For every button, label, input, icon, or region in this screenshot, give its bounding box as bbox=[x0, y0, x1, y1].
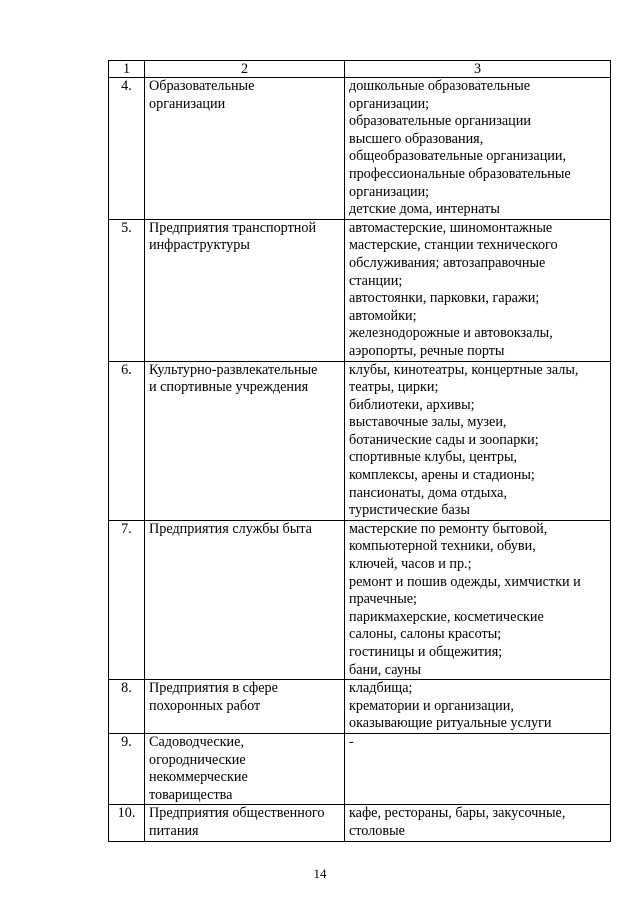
facility-line: библиотеки, архивы; bbox=[349, 396, 475, 413]
facilities-cell bbox=[345, 805, 611, 841]
facility-line: станции; bbox=[349, 272, 403, 289]
category-cell bbox=[145, 219, 345, 361]
category-line: питания bbox=[149, 822, 199, 839]
category-line: и спортивные учреждения bbox=[149, 379, 309, 396]
facility-line: клубы, кинотеатры, концертные залы, bbox=[349, 361, 579, 378]
facility-line: мастерские, станции технического bbox=[349, 237, 558, 254]
facility-line: высшего образования, bbox=[349, 130, 484, 147]
page-number: 14 bbox=[313, 866, 327, 881]
facility-line: автостоянки, парковки, гаражи; bbox=[349, 290, 540, 307]
facility-line: компьютерной техники, обуви, bbox=[349, 538, 536, 555]
row-number-cell: 10. bbox=[109, 805, 145, 841]
facility-line: организации; bbox=[349, 183, 430, 200]
table-row bbox=[109, 680, 611, 734]
header-cell-1: 1 bbox=[109, 61, 145, 78]
facility-line: выставочные залы, музеи, bbox=[349, 414, 507, 431]
facility-line: автомойки; bbox=[349, 307, 417, 324]
category-cell bbox=[145, 78, 345, 220]
table-row bbox=[109, 78, 611, 220]
facilities-cell bbox=[345, 680, 611, 734]
facilities-cell bbox=[345, 733, 611, 804]
facility-line: крематории и организации, bbox=[349, 697, 514, 714]
facility-line: детские дома, интернаты bbox=[349, 201, 500, 218]
facility-line: профессиональные образовательные bbox=[349, 165, 571, 182]
category-line: товарищества bbox=[149, 786, 233, 803]
category-line: Предприятия транспортной bbox=[149, 219, 317, 236]
facility-line: - bbox=[349, 733, 354, 750]
category-line: похоронных работ bbox=[149, 697, 261, 714]
facility-line: автомастерские, шиномонтажные bbox=[349, 219, 553, 236]
facility-line: ключей, часов и пр.; bbox=[349, 556, 472, 573]
facility-line: пансионаты, дома отдыха, bbox=[349, 484, 508, 501]
facilities-cell bbox=[345, 361, 611, 520]
category-line: инфраструктуры bbox=[149, 237, 250, 254]
facility-line: прачечные; bbox=[349, 591, 417, 608]
header-cell-2: 2 bbox=[145, 61, 345, 78]
facilities-cell bbox=[345, 520, 611, 679]
facility-line: ботанические сады и зоопарки; bbox=[349, 431, 539, 448]
category-cell bbox=[145, 805, 345, 841]
category-line: Предприятия в сфере bbox=[149, 680, 278, 697]
facilities-cell bbox=[345, 219, 611, 361]
facility-line: кладбища; bbox=[349, 680, 413, 697]
category-cell bbox=[145, 733, 345, 804]
facility-line: мастерские по ремонту бытовой, bbox=[349, 520, 548, 537]
facility-line: дошкольные образовательные bbox=[349, 78, 531, 94]
facility-line: спортивные клубы, центры, bbox=[349, 449, 518, 466]
category-cell bbox=[145, 520, 345, 679]
facility-line: аэропорты, речные порты bbox=[349, 342, 505, 359]
facility-line: организации; bbox=[349, 95, 430, 112]
facility-line: общеобразовательные организации, bbox=[349, 148, 567, 165]
facility-line: столовые bbox=[349, 822, 405, 839]
table-row bbox=[109, 219, 611, 361]
table-row bbox=[109, 520, 611, 679]
facility-line: туристические базы bbox=[349, 502, 470, 519]
table-row bbox=[109, 733, 611, 804]
facility-line: театры, цирки; bbox=[349, 379, 439, 396]
category-line: огороднические bbox=[149, 751, 246, 768]
category-line: Предприятия службы быта bbox=[149, 520, 312, 537]
facility-line: ремонт и пошив одежды, химчистки и bbox=[349, 573, 581, 590]
facility-line: железнодорожные и автовокзалы, bbox=[349, 325, 553, 342]
category-line: Садоводческие, bbox=[149, 733, 244, 750]
header-cell-3: 3 bbox=[345, 61, 611, 78]
category-line: Предприятия общественного bbox=[149, 805, 325, 822]
row-number-cell: 8. bbox=[109, 680, 145, 734]
facility-line: кафе, рестораны, бары, закусочные, bbox=[349, 805, 566, 822]
facilities-cell bbox=[345, 78, 611, 220]
facility-line: обслуживания; автозаправочные bbox=[349, 254, 546, 271]
table-header-row bbox=[109, 61, 611, 78]
row-number-cell: 9. bbox=[109, 733, 145, 804]
table-row bbox=[109, 805, 611, 841]
facility-line: образовательные организации bbox=[349, 113, 531, 130]
facility-line: парикмахерские, косметические bbox=[349, 608, 544, 625]
category-line: некоммерческие bbox=[149, 769, 248, 786]
table-body bbox=[109, 61, 611, 842]
category-line: организации bbox=[149, 95, 226, 112]
table-row bbox=[109, 361, 611, 520]
category-line: Культурно-развлекательные bbox=[149, 361, 318, 378]
row-number-cell: 5. bbox=[109, 219, 145, 361]
category-line: Образовательные bbox=[149, 78, 255, 94]
facility-line: оказывающие ритуальные услуги bbox=[349, 715, 552, 732]
facility-line: бани, сауны bbox=[349, 661, 422, 678]
facility-line: салоны, салоны красоты; bbox=[349, 626, 502, 643]
row-number-cell: 7. bbox=[109, 520, 145, 679]
facility-line: комплексы, арены и стадионы; bbox=[349, 467, 535, 484]
facility-line: гостиницы и общежития; bbox=[349, 644, 503, 660]
row-number-cell: 6. bbox=[109, 361, 145, 520]
category-cell bbox=[145, 680, 345, 734]
category-cell bbox=[145, 361, 345, 520]
row-number-cell: 4. bbox=[109, 78, 145, 220]
organizations-table bbox=[108, 60, 611, 842]
